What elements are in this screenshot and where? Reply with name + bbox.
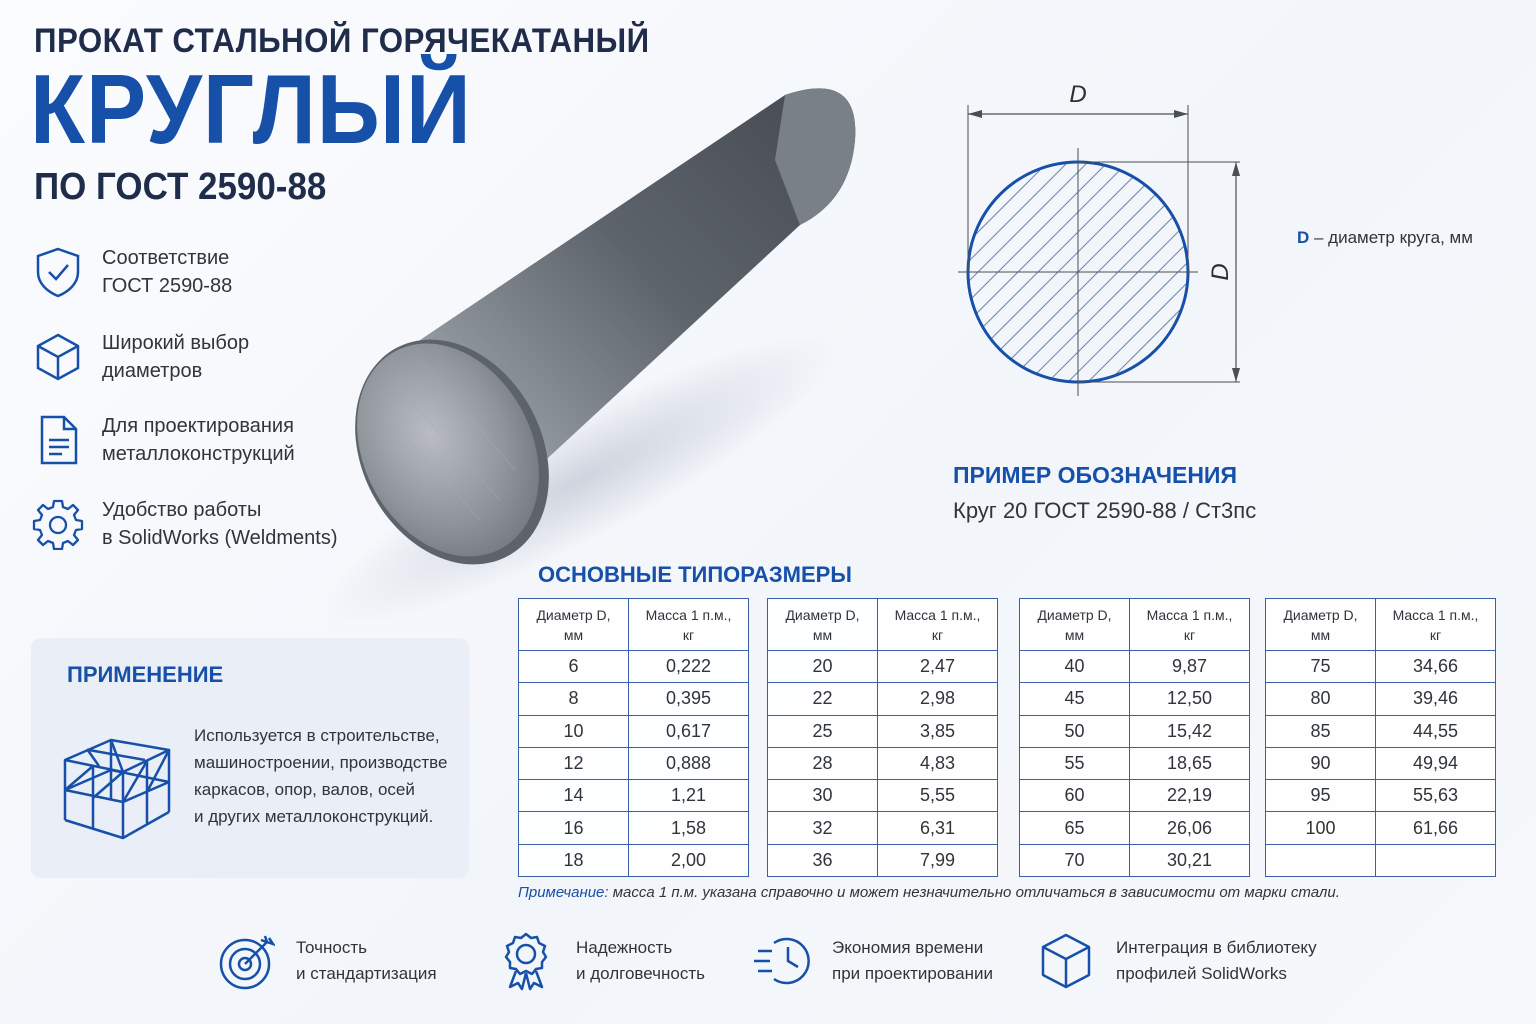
table-row bbox=[519, 715, 749, 747]
fast-clock-icon bbox=[752, 931, 812, 991]
table-row bbox=[768, 780, 998, 812]
diameter-cell: 80 bbox=[1266, 683, 1376, 715]
mass-cell: 26,06 bbox=[1130, 812, 1250, 844]
diameter-cell: 28 bbox=[768, 747, 878, 779]
column-header-mass: Масса 1 п.м., кг bbox=[878, 599, 998, 651]
benefit-accuracy bbox=[216, 930, 437, 992]
mass-cell: 15,42 bbox=[1130, 715, 1250, 747]
table-row bbox=[519, 844, 749, 876]
column-header-mass: Масса 1 п.м., кг bbox=[1130, 599, 1250, 651]
table-row bbox=[519, 747, 749, 779]
mass-cell: 61,66 bbox=[1376, 812, 1496, 844]
note-text: масса 1 п.м. указана справочно и может незначительно отличаться в зависимости от марки стали. bbox=[608, 884, 1340, 901]
mass-cell: 4,83 bbox=[878, 747, 998, 779]
diameter-cell: 60 bbox=[1020, 780, 1130, 812]
diameter-cell: 90 bbox=[1266, 747, 1376, 779]
diameter-cell: 18 bbox=[519, 844, 629, 876]
mass-cell: 44,55 bbox=[1376, 715, 1496, 747]
feature-line: диаметров bbox=[102, 360, 203, 382]
mass-cell: 2,47 bbox=[878, 651, 998, 683]
mass-cell: 6,31 bbox=[878, 812, 998, 844]
feature-line: Широкий выбор bbox=[102, 332, 250, 354]
diameter-cell: 30 bbox=[768, 780, 878, 812]
mass-cell: 55,63 bbox=[1376, 780, 1496, 812]
diameter-cell: 75 bbox=[1266, 651, 1376, 683]
table-row bbox=[519, 812, 749, 844]
benefit-line: Интеграция в библиотеку bbox=[1116, 938, 1317, 957]
diameter-cell: 100 bbox=[1266, 812, 1376, 844]
application-line: машиностроении, производстве bbox=[194, 753, 448, 772]
steel-frame-icon bbox=[59, 720, 175, 840]
feature-gost-compliance bbox=[30, 240, 360, 304]
mass-cell: 1,21 bbox=[629, 780, 749, 812]
column-header-mass: Масса 1 п.м., кг bbox=[1376, 599, 1496, 651]
note-label: Примечание: bbox=[518, 884, 609, 901]
table-row bbox=[1020, 780, 1250, 812]
table-row bbox=[1266, 683, 1496, 715]
mass-cell: 22,19 bbox=[1130, 780, 1250, 812]
sizes-table bbox=[1265, 598, 1496, 877]
legend-text: – диаметр круга, мм bbox=[1309, 228, 1473, 247]
feature-line: Соответствие bbox=[102, 247, 230, 269]
column-header-mass: Масса 1 п.м., кг bbox=[629, 599, 749, 651]
cube-icon bbox=[1036, 931, 1096, 991]
dimension-label-side: D bbox=[1207, 263, 1234, 281]
diameter-cell: 14 bbox=[519, 780, 629, 812]
column-header-diameter: Диаметр D, мм bbox=[1020, 599, 1130, 651]
mass-cell: 34,66 bbox=[1376, 651, 1496, 683]
mass-cell: 49,94 bbox=[1376, 747, 1496, 779]
feature-diameter-choice bbox=[30, 325, 360, 389]
benefit-line: Надежность bbox=[576, 938, 673, 957]
table-row bbox=[1266, 844, 1496, 876]
column-header-diameter: Диаметр D, мм bbox=[768, 599, 878, 651]
feature-line: в SolidWorks (Weldments) bbox=[102, 527, 338, 549]
document-icon bbox=[30, 412, 86, 468]
table-row bbox=[519, 683, 749, 715]
diameter-cell: 45 bbox=[1020, 683, 1130, 715]
dimension-label-top: D bbox=[1069, 81, 1087, 108]
diameter-cell: 70 bbox=[1020, 844, 1130, 876]
diameter-cell: 20 bbox=[768, 651, 878, 683]
feature-solidworks bbox=[30, 492, 360, 556]
diameter-cell: 22 bbox=[768, 683, 878, 715]
example-title: ПРИМЕР ОБОЗНАЧЕНИЯ bbox=[953, 462, 1237, 488]
table-row bbox=[1266, 747, 1496, 779]
table-row bbox=[1020, 812, 1250, 844]
mass-cell: 12,50 bbox=[1130, 683, 1250, 715]
table-row bbox=[1266, 780, 1496, 812]
diameter-cell: 50 bbox=[1020, 715, 1130, 747]
table-row bbox=[1266, 715, 1496, 747]
application-line: Используется в строительстве, bbox=[194, 726, 440, 745]
feature-line: ГОСТ 2590-88 bbox=[102, 275, 233, 297]
benefit-line: Точность bbox=[296, 938, 367, 957]
feature-line: Для проектирования bbox=[102, 415, 294, 437]
benefit-line: Экономия времени bbox=[832, 938, 984, 957]
benefit-line: и стандартизация bbox=[296, 964, 437, 983]
diameter-cell: 95 bbox=[1266, 780, 1376, 812]
diameter-cell: 55 bbox=[1020, 747, 1130, 779]
benefit-time-saving bbox=[752, 930, 993, 992]
diameter-cell: 65 bbox=[1020, 812, 1130, 844]
table-row bbox=[1266, 651, 1496, 683]
feature-line: металлоконструкций bbox=[102, 443, 295, 465]
table-row bbox=[1266, 812, 1496, 844]
diameter-cell: 10 bbox=[519, 715, 629, 747]
table-row bbox=[1020, 747, 1250, 779]
sizes-note bbox=[518, 884, 1340, 901]
mass-cell bbox=[1376, 844, 1496, 876]
mass-cell: 7,99 bbox=[878, 844, 998, 876]
mass-cell: 39,46 bbox=[1376, 683, 1496, 715]
award-ribbon-icon bbox=[496, 931, 556, 991]
legend-symbol: D bbox=[1297, 228, 1310, 247]
sizes-table bbox=[1019, 598, 1250, 877]
table-row bbox=[768, 683, 998, 715]
diameter-cell: 12 bbox=[519, 747, 629, 779]
mass-cell: 18,65 bbox=[1130, 747, 1250, 779]
benefit-solidworks-library bbox=[1036, 930, 1317, 992]
mass-cell: 2,00 bbox=[629, 844, 749, 876]
sizes-table bbox=[518, 598, 749, 877]
table-row bbox=[1020, 844, 1250, 876]
sizes-table bbox=[767, 598, 998, 877]
mass-cell: 0,617 bbox=[629, 715, 749, 747]
gear-icon bbox=[30, 496, 86, 552]
feature-line: Удобство работы bbox=[102, 499, 262, 521]
header-subtitle: ПРОКАТ СТАЛЬНОЙ ГОРЯЧЕКАТАНЫЙ bbox=[34, 22, 650, 60]
mass-cell: 30,21 bbox=[1130, 844, 1250, 876]
mass-cell: 0,888 bbox=[629, 747, 749, 779]
diameter-cell: 6 bbox=[519, 651, 629, 683]
diameter-cell: 40 bbox=[1020, 651, 1130, 683]
application-card bbox=[31, 638, 469, 878]
diameter-cell: 16 bbox=[519, 812, 629, 844]
diameter-cell: 25 bbox=[768, 715, 878, 747]
table-row bbox=[768, 812, 998, 844]
table-row bbox=[519, 651, 749, 683]
table-row bbox=[1020, 651, 1250, 683]
benefit-line: профилей SolidWorks bbox=[1116, 964, 1287, 983]
mass-cell: 9,87 bbox=[1130, 651, 1250, 683]
benefit-reliability bbox=[496, 930, 705, 992]
standard-label: ПО ГОСТ 2590-88 bbox=[34, 166, 327, 208]
mass-cell: 0,222 bbox=[629, 651, 749, 683]
benefit-line: и долговечность bbox=[576, 964, 705, 983]
page-title: КРУГЛЫЙ bbox=[30, 54, 472, 164]
table-row bbox=[768, 844, 998, 876]
cube-icon bbox=[30, 329, 86, 385]
diameter-cell: 85 bbox=[1266, 715, 1376, 747]
table-row bbox=[1020, 683, 1250, 715]
table-row bbox=[768, 651, 998, 683]
shield-check-icon bbox=[30, 244, 86, 300]
table-row bbox=[519, 780, 749, 812]
sizes-title: ОСНОВНЫЕ ТИПОРАЗМЕРЫ bbox=[538, 562, 852, 587]
feature-design bbox=[30, 408, 360, 472]
example-designation: Круг 20 ГОСТ 2590-88 / Ст3пс bbox=[953, 498, 1257, 523]
column-header-diameter: Диаметр D, мм bbox=[519, 599, 629, 651]
target-icon bbox=[216, 931, 276, 991]
steel-bar-image bbox=[280, 60, 900, 620]
table-row bbox=[768, 747, 998, 779]
diameter-cell: 32 bbox=[768, 812, 878, 844]
table-row bbox=[768, 715, 998, 747]
mass-cell: 3,85 bbox=[878, 715, 998, 747]
drawing-legend bbox=[1297, 228, 1473, 248]
table-row bbox=[1020, 715, 1250, 747]
cross-section-drawing bbox=[940, 70, 1270, 410]
application-line: и других металлоконструкций. bbox=[194, 807, 434, 826]
diameter-cell bbox=[1266, 844, 1376, 876]
diameter-cell: 36 bbox=[768, 844, 878, 876]
mass-cell: 1,58 bbox=[629, 812, 749, 844]
column-header-diameter: Диаметр D, мм bbox=[1266, 599, 1376, 651]
mass-cell: 5,55 bbox=[878, 780, 998, 812]
benefit-line: при проектировании bbox=[832, 964, 993, 983]
application-title: ПРИМЕНЕНИЕ bbox=[67, 662, 224, 687]
application-line: каркасов, опор, валов, осей bbox=[194, 780, 415, 799]
mass-cell: 0,395 bbox=[629, 683, 749, 715]
mass-cell: 2,98 bbox=[878, 683, 998, 715]
diameter-cell: 8 bbox=[519, 683, 629, 715]
